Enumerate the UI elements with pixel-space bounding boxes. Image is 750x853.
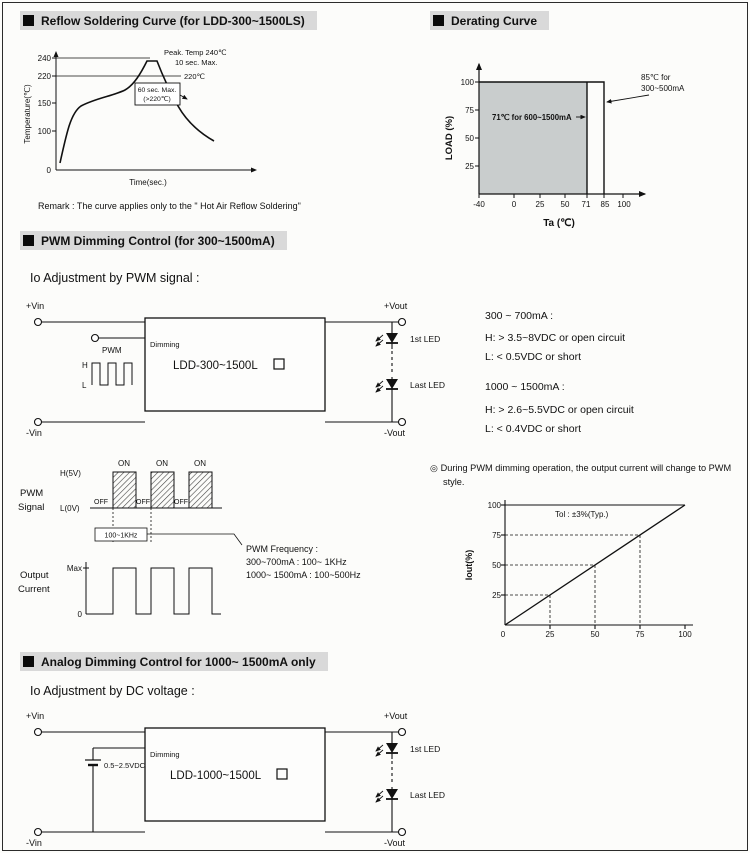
vin-neg-terminal-icon: [35, 829, 42, 836]
battery-icon: [85, 760, 101, 765]
section-header-derating: [430, 11, 549, 30]
vin-pos-label: +Vin: [26, 301, 45, 311]
square-bullet-icon: [23, 656, 34, 667]
off-label: OFF: [94, 499, 108, 506]
iout-chart: [455, 492, 715, 647]
reflow-y-axis-label: Temperature(℃): [23, 84, 32, 144]
reflow-ytick-labels: [38, 54, 52, 175]
on-pulses: [113, 472, 212, 508]
dc-source-label: 0.5~2.5VDC: [104, 761, 146, 770]
on-label: ON: [156, 459, 168, 468]
iout-y-axis-label: Iout(%): [464, 549, 474, 581]
reflow-chart: [18, 36, 338, 216]
led-icon-last: [376, 379, 398, 392]
pwm-note: ◎ During PWM dimming operation, the output current will change to PWM style.: [430, 463, 732, 488]
ytick: 75: [465, 106, 474, 115]
section-header-analog: [20, 652, 328, 671]
on-labels: [118, 459, 206, 468]
pwm-frequency-line2: 1000~ 1500mA : 100~500Hz: [246, 570, 361, 580]
pwm-frequency-line1: 300~700mA : 100~ 1KHz: [246, 557, 347, 567]
pwm-range1-high: H: > 3.5~8VDC or open circuit: [485, 332, 626, 344]
off-label: OFF: [174, 499, 188, 506]
reflow-remark: Remark : The curve applies only to the " Hot Air Reflow Soldering": [38, 201, 301, 211]
output-label-2: Current: [18, 584, 50, 595]
h5v-label: H(5V): [60, 469, 81, 478]
derating-note-85-line1: 85℃ for: [641, 73, 671, 82]
square-bullet-icon: [23, 15, 34, 26]
vin-neg-terminal-icon: [35, 419, 42, 426]
section-title-reflow: Reflow Soldering Curve (for LDD-300~1500LS): [41, 13, 305, 28]
max-label: Max: [66, 564, 82, 573]
freq-leader-line: [147, 534, 242, 545]
xtick: 85: [600, 200, 610, 209]
derating-ytick-labels: [461, 78, 475, 171]
vin-pos-terminal-icon: [35, 729, 42, 736]
first-led-label: 1st LED: [410, 744, 441, 754]
vin-neg-label: -Vin: [26, 428, 42, 438]
vout-neg-label: -Vout: [384, 428, 406, 438]
led-icon-first: [376, 333, 398, 346]
l-level-label: L: [82, 381, 87, 390]
vin-pos-terminal-icon: [35, 319, 42, 326]
ytick: 0: [46, 166, 51, 175]
pwm-circuit-diagram: [18, 293, 478, 443]
pwm-range2-low: L: < 0.4VDC or short: [485, 423, 582, 435]
note-85-arrow-icon: [607, 95, 649, 102]
led-icon-last: [376, 789, 398, 802]
ytick: 75: [492, 531, 501, 540]
on-label: ON: [118, 459, 130, 468]
derating-chart: [437, 42, 737, 242]
reflow-x-axis-label: Time(sec.): [129, 178, 167, 187]
derating-xtick-labels: [473, 200, 631, 209]
vout-neg-terminal-icon: [399, 829, 406, 836]
iout-ytick-labels: [488, 501, 502, 600]
section-title-pwm: PWM Dimming Control (for 300~1500mA): [41, 233, 275, 248]
first-led-label: 1st LED: [410, 334, 441, 344]
off-label: OFF: [136, 499, 150, 506]
reflow-axes: [52, 52, 256, 170]
vin-pos-label: +Vin: [26, 711, 45, 721]
pwm-range1-title: 300 ~ 700mA :: [485, 310, 554, 322]
xtick: 25: [545, 630, 555, 639]
analog-circuit-diagram: [18, 703, 478, 853]
derating-y-axis-label: LOAD (%): [444, 115, 455, 161]
ytick: 220: [37, 72, 51, 81]
ytick: 100: [460, 78, 474, 87]
xtick: 100: [678, 630, 692, 639]
peak-temp-note: Peak. Temp 240℃: [164, 48, 227, 57]
vin-neg-label: -Vin: [26, 838, 42, 848]
on-label: ON: [194, 459, 206, 468]
pwm-range2-title: 1000 ~ 1500mA :: [485, 381, 565, 393]
ytick: 50: [465, 134, 474, 143]
driver-model-label: LDD-300~1500L: [173, 360, 258, 372]
off-labels: [94, 499, 188, 506]
derating-note-71: 71℃ for 600~1500mA: [492, 113, 572, 122]
ytick: 150: [37, 99, 51, 108]
led-icon-first: [376, 743, 398, 756]
dimming-pin-label: Dimming: [150, 340, 180, 349]
last-led-label: Last LED: [410, 790, 445, 800]
section-header-reflow: [20, 11, 317, 30]
pwm-terminal-icon: [92, 335, 99, 342]
vout-pos-terminal-icon: [399, 729, 406, 736]
ytick: 100: [37, 127, 51, 136]
xtick: 0: [500, 630, 506, 639]
pwm-input-label: PWM: [102, 346, 122, 355]
xtick: 75: [635, 630, 645, 639]
ytick: 25: [492, 591, 501, 600]
vout-neg-terminal-icon: [399, 419, 406, 426]
peak-time-note: 10 sec. Max.: [175, 58, 218, 67]
derating-shaded-region: [479, 82, 587, 194]
derating-note-85-line2: 300~500mA: [641, 84, 685, 93]
vout-pos-terminal-icon: [399, 319, 406, 326]
l0v-label: L(0V): [60, 504, 80, 513]
pwm-frequency-title: PWM Frequency :: [246, 544, 319, 554]
pwm-range2-high: H: > 2.6~5.5VDC or open circuit: [485, 404, 634, 416]
freq-range-label: 100~1KHz: [104, 532, 138, 540]
iout-xtick-labels: [501, 630, 692, 639]
ytick: 50: [492, 561, 501, 570]
sixty-sec-note-line1: 60 sec. Max.: [137, 87, 177, 94]
tolerance-label: Tol : ±3%(Typ.): [555, 510, 609, 519]
xtick: 50: [590, 630, 600, 639]
ytick: 100: [487, 501, 501, 510]
xtick: -40: [473, 200, 485, 209]
pwm-range1-low: L: < 0.5VDC or short: [485, 351, 582, 363]
pwm-square-wave-icon: [92, 363, 132, 385]
driver-model-label: LDD-1000~1500L: [170, 770, 262, 782]
h-level-label: H: [82, 361, 88, 370]
sixty-sec-note-line2: (>220℃): [143, 96, 171, 103]
note-arrow-icon: [180, 95, 187, 99]
dimming-pin-label: Dimming: [150, 750, 180, 759]
xtick: 25: [535, 200, 545, 209]
xtick: 50: [560, 200, 570, 209]
section-title-analog: Analog Dimming Control for 1000~ 1500mA only: [41, 654, 316, 669]
ytick: 240: [37, 54, 51, 63]
output-label-1: Output: [20, 570, 49, 581]
xtick: 100: [617, 200, 631, 209]
zero-label: 0: [77, 610, 82, 619]
vout-neg-label: -Vout: [384, 838, 406, 848]
last-led-label: Last LED: [410, 380, 445, 390]
pwm-signal-label-1: PWM: [20, 488, 44, 499]
xtick: 71: [581, 200, 591, 209]
square-bullet-icon: [23, 235, 34, 246]
vout-pos-label: +Vout: [384, 301, 408, 311]
derating-x-axis-label: Ta (℃): [543, 218, 575, 229]
section-title-derating: Derating Curve: [451, 13, 538, 28]
pwm-signal-label-2: Signal: [18, 502, 45, 513]
square-bullet-icon: [433, 15, 444, 26]
section-header-pwm: [20, 231, 287, 250]
pwm-subtitle: Io Adjustment by PWM signal :: [30, 271, 200, 285]
ytick: 25: [465, 162, 474, 171]
temp-220-label: 220℃: [184, 72, 205, 81]
pwm-timing-diagram: [8, 452, 438, 632]
output-current-waveform: [86, 568, 221, 614]
vout-pos-label: +Vout: [384, 711, 408, 721]
xtick: 0: [511, 200, 517, 209]
analog-subtitle: Io Adjustment by DC voltage :: [30, 684, 195, 698]
